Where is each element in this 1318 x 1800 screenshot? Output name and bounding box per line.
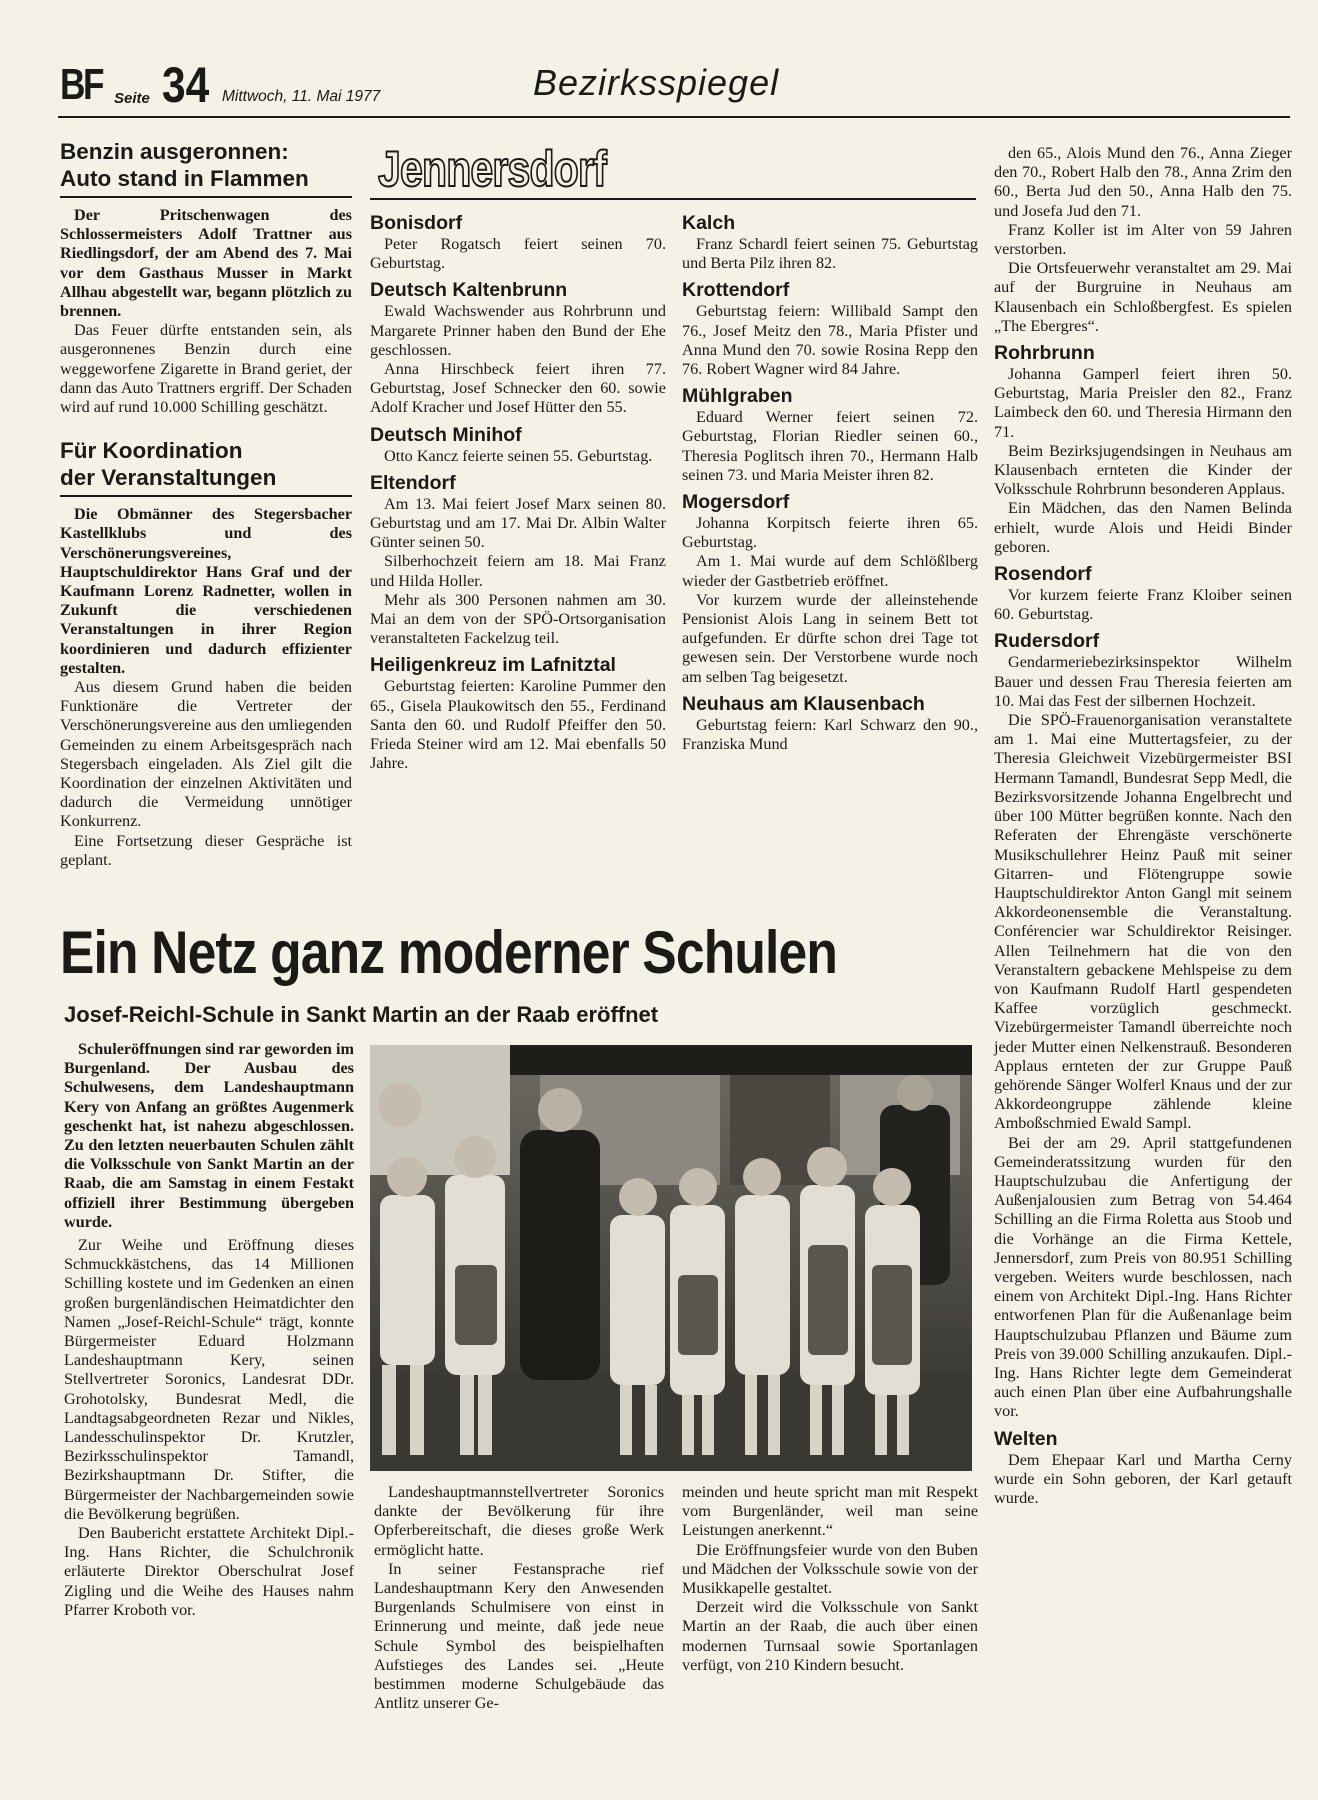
school-column-3 [682,1483,978,1675]
school-paragraph: Derzeit wird die Volksschule von Sankt Martin an der Raab, die auch über einen modernen Turnsaal sowie Sportanlagen verfügt, von 210 Kindern besucht. [682,1598,978,1674]
school-paragraph: In seiner Festansprache rief Landeshauptmann Kery den Anwesenden Burgenlands Schulmisere von einst in Erinnerung und meinte, daß jede neue Schule Symbol des beispielhaften Aufstieges des Landes sei. „Heute bestimmen moderne Schulgebäude das Antlitz unserer Ge- [374,1559,664,1713]
village-news-paragraph: Geburtstag feiern: Willibald Sampt den 76., Josef Meitz den 78., Maria Pfister und Anna Mund den 70. sowie Rosina Repp den 76. Robert Wagner wird 84 Jahre. [682,302,978,379]
village-news-paragraph: Silberhochzeit feiern am 18. Mai Franz und Hilda Holler. [370,552,666,590]
article-paragraph: Aus diesem Grund haben die beiden Funktionäre die Vertreter der Verschönerungsvereine aus den umliegenden Gemeinden zu einem Arbeitsgespräch nach Stegersbach eingeladen. Als Ziel gilt die Koordination der einzelnen Aktivitäten und dadurch die Vermeidung unnötiger Konkurrenz. [60,678,352,831]
section-title: Bezirksspiegel [533,62,780,103]
article-benzin [60,138,352,417]
article-title-line2: der Veranstaltungen [60,465,277,491]
masthead-rule [58,116,1290,118]
title-rule [60,495,352,497]
article-paragraph: Das Feuer dürfte entstanden sein, als ausgeronnenes Benzin durch eine weggeworfene Zigarette in Brand geriet, der dann das Auto Trattners ergriff. Der Schaden wird auf rund 10.000 Schilling geschätzt. [60,321,352,417]
village-news-paragraph: Vor kurzem wurde der alleinstehende Pensionist Alois Lang in seinem Bett tot aufgefunden. Er dürfte schon drei Tage tot gewesen sein. Der Verstorbene wurde noch am selben Tag beigesetzt. [682,590,978,686]
jennersdorf-banner [370,140,976,200]
school-paragraph: Die Eröffnungsfeier wurde von den Buben und Mädchen der Volksschule sowie von der Musikkapelle gestaltet. [682,1540,978,1598]
village-news-paragraph: Bei der am 29. April stattgefundenen Gemeinderatssitzung wurden für den Hauptschulzubau die Anfertigung der Außenjalousien zum Betrag von 54.464 Schilling an die Firma Roletta aus Stoob und die Vorhänge an die Firma Kettele, Jennersdorf, zum Preis von 80.951 Schilling vergeben. Weiters wurde beschlossen, nach einem von Architekt Dipl.-Ing. Hans Richter entworfenen Plan für die Außenanlage beim Hauptschulzubau Pflanzen und Bäume zum Preis von 39.000 Schilling anzukaufen. Dipl.-Ing. Hans Richter legte dem Gemeinderat auch einen Plan über eine Aufbahrungshalle vor. [994,1133,1292,1421]
masthead [58,52,1290,118]
newspaper-logo: BF [60,60,103,109]
school-column-2 [374,1483,664,1713]
school-column-1 [64,1040,354,1620]
article-paragraph: Eine Fortsetzung dieser Gespräche ist geplant. [60,831,352,869]
article-title-line2: Auto stand in Flammen [60,166,309,191]
village-news-paragraph: den 65., Alois Mund den 76., Anna Zieger den 70., Robert Halb den 78., Anna Zrim den 60., Berta Jud den 50., Anna Halb den 75. und Josefa Jud den 71. [994,144,1292,220]
village-news-paragraph: Gendarmeriebezirksinspektor Wilhelm Bauer und dessen Frau Theresia feierten am 10. Mai das Fest der silbernen Hochzeit. [994,653,1292,710]
village-news-paragraph: Franz Schardl feiert seinen 75. Geburtstag und Berta Pilz ihren 82. [682,235,978,273]
village-news-paragraph: Otto Kancz feierte seinen 55. Geburtstag. [384,446,653,465]
village-news-paragraph: Am 1. Mai wurde auf dem Schlößlberg wieder der Gastbetrieb eröffnet. [682,552,978,590]
village-news-paragraph: Johanna Gamperl feiert ihren 50. Geburtstag, Maria Preisler den 82., Franz Laimbeck den 60. und Theresia Hirmann den 71. [994,365,1292,441]
village-heading: Welten [994,1427,1058,1450]
school-paragraph: Zur Weihe und Eröffnung dieses Schmuckkästchens, das 14 Millionen Schilling kostete und im Gedenken an einen großen burgenländischen Heimatdichter den Namen „Josef-Reichl-Schule“ trägt, konnte Bürgermeister Eduard Holzmann Landeshauptmann Kery, seinen Stellvertreter Soronics, Landesrat DDr. Grohotolsky, Bundesrat Medl, die Landtagsabgeordneten Rezar und Nikles, Landesschulinspektor Dr. Krutzler, Bezirksschulinspektor Tamandl, Bezirkshauptmann Dr. Stifter, die Bürgermeister der Nachbargemeinden sowie die Bevölkerung begrüßen. [64,1236,354,1523]
school-lead: Schuleröffnungen sind rar geworden im Burgenland. Der Ausbau des Schulwesens, dem Landeshauptmann Kery von Anfang an größtes Augenmerk geschenkt hat, ist nahezu abgeschlossen. Zu den letzten neuerbauten Schulen zählt die Volksschule von Sankt Martin an der Raab, die am Samstag in einem Festakt offiziell ihrer Bestimmung übergeben wurde. [64,1040,354,1231]
school-paragraph: Den Baubericht erstattete Architekt Dipl.-Ing. Hans Richter, die Schulchronik erläuterte Direktor Oberschulrat Josef Zigling und die Weihe des Hauses nahm Pfarrer Kroboth vor. [64,1524,354,1619]
village-news-paragraph: Geburtstag feierten: Karoline Pummer den 65., Gisela Plaukowitsch den 55., Ferdinand Santa den 60. und Rudolf Pfeiffer den 50. Frieda Steiner wird am 12. Mai ebenfalls 50 Jahre. [370,677,666,773]
village-news-paragraph: Am 13. Mai feiert Josef Marx seinen 80. Geburtstag und am 17. Mai Dr. Albin Walter Günter seinen 50. [370,494,666,552]
village-news-paragraph: Anna Hirschbeck feiert ihren 77. Geburtstag, Josef Schnecker den 60. sowie Adolf Kracher und Josef Hütter den 55. [370,360,666,417]
village-heading: Kalch [682,212,736,234]
banner-rule [370,198,976,200]
page-label: Seite [114,90,150,107]
title-rule [60,196,352,198]
village-news-paragraph: Ewald Wachswender aus Rohrbrunn und Margarete Prinner haben den Bund der Ehe geschlossen. [370,302,666,359]
village-heading: Heiligenkreuz im Lafnitztal [370,654,616,677]
village-heading: Deutsch Minihof [370,423,522,446]
school-photo [370,1045,972,1471]
village-news-paragraph: Eduard Werner feiert seinen 72. Geburtstag, Florian Riedler seinen 60., Theresia Poglitsch ihren 70., Hermann Halb seinen 73. und Maria Meister ihren 82. [682,408,978,484]
village-news-paragraph: Die SPÖ-Frauenorganisation veranstaltete am 1. Mai eine Muttertagsfeier, zu der Theresia Gleichweit Vizebürgermeister BSI Hermann Tamandl, Bundesrat Sepp Medl, die Bezirksvorsitzende Johanna Engelbrecht und über 100 Mütter begrüßen konnte. Nach den Referaten der Ehrengäste verschönerte Musikschullehrer Heinz Pauß mit seiner Gitarren- und Flötengruppe sowie Hauptschuldirektor Anton Gangl mit seinem Akkordeonensemble die Veranstaltung. Conférencier war Schuldirektor Reisinger. Allen Teilnehmern hat die von den Veranstaltern gebackene Mehlspeise zu dem von Kaufmann Rudolf Hartl gespendeten Kaffee vorzüglich geschmeckt. Vizebürgermeister Tamandl überreichte noch jeder Mutter einen Nelkenstrauß. Besonderen Applaus ernteten der zur Gruppe Pauß gehörende Sänger Wolferl Knaus und der zur Akkordeongruppe zählende kleine Amboßschmied Ewald Sampl. [994,711,1292,1133]
village-heading: Bonisdorf [370,212,463,234]
village-news-paragraph: Beim Bezirksjugendsingen in Neuhaus am Klausenbach ernteten die Kinder der Volksschule Rohrbrunn besonderen Applaus. [994,441,1292,499]
article-lead: Der Pritschenwagen des Schlossermeisters Adolf Trattner aus Riedlingsdorf, der am Abend des 7. Mai vor dem Gasthaus Musser in Markt Allhau abgestellt war, begann plötzlich zu brennen. [60,206,352,321]
left-column [60,138,352,870]
village-news-paragraph: Vor kurzem feierte Franz Kloiber seinen 60. Geburtstag. [994,586,1292,624]
village-news-paragraph: Peter Rogatsch feiert seinen 70. Geburtstag. [370,235,666,273]
village-news-paragraph: Die Ortsfeuerwehr veranstaltet am 29. Mai auf der Burgruine in Neuhaus am Klausenbach ein Schloßbergfest. Es spielen „The Ebergres“. [994,259,1292,335]
school-headline: Ein Netz ganz moderner Schulen [60,919,838,986]
village-heading: Deutsch Kaltenbrunn [370,279,568,302]
village-heading: Mogersdorf [682,491,790,514]
village-heading: Krottendorf [682,279,790,302]
jennersdorf-column-2 [682,212,978,754]
village-news-paragraph: Mehr als 300 Personen nahmen am 30. Mai an dem von der SPÖ-Ortsorganisation veranstalteten Fackelzug teil. [370,590,666,648]
article-title-line1: Für Koordination [60,438,243,464]
article-lead: Die Obmänner des Stegersbacher Kastellklubs und des Verschönerungsvereines, Hauptschuldirektor Hans Graf und der Kaufmann Lorenz Radnetter, wollen in Zukunft die verschiedenen Veranstaltungen in ihrer Region koordinieren und dadurch effizienter gestalten. [60,505,352,677]
village-heading: Mühlgraben [682,385,793,408]
school-paragraph: meinden und heute spricht man mit Respekt vom Burgenländer, weil man seine Leistungen anerkennt.“ [682,1483,978,1540]
page-number: 34 [162,57,210,113]
village-news-paragraph: Ein Mädchen, das den Namen Belinda erhielt, wurde Alois und Heidi Binder geboren. [994,499,1292,556]
issue-date: Mittwoch, 11. Mai 1977 [222,88,381,105]
village-news-paragraph: Dem Ehepaar Karl und Martha Cerny wurde ein Sohn geboren, der Karl getauft wurde. [994,1450,1292,1507]
village-news-paragraph: Johanna Korpitsch feierte ihren 65. Geburtstag. [682,514,978,552]
village-heading: Eltendorf [370,471,456,494]
village-heading: Rohrbrunn [994,342,1095,365]
village-heading: Neuhaus am Klausenbach [682,692,925,715]
village-heading: Rudersdorf [994,630,1100,653]
article-koordination [60,437,352,870]
article-title-line1: Benzin ausgeronnen: [60,139,289,164]
village-news-paragraph: Geburtstag feiern: Karl Schwarz den 90., Franziska Mund [682,715,978,754]
photo-illustration [370,1045,972,1471]
banner-title: Jennersdorf [378,141,606,197]
school-subhead: Josef-Reichl-Schule in Sankt Martin an der Raab eröffnet [64,1002,659,1027]
jennersdorf-column-3 [994,144,1292,1508]
village-heading: Rosendorf [994,563,1092,586]
jennersdorf-column-1 [370,212,666,773]
school-paragraph: Landeshauptmannstellvertreter Soronics dankte der Bevölkerung für ihre Opferbereitschaft, die dieses große Werk ermöglicht hatte. [374,1483,664,1559]
village-news-paragraph: Franz Koller ist im Alter von 59 Jahren verstorben. [994,220,1292,259]
